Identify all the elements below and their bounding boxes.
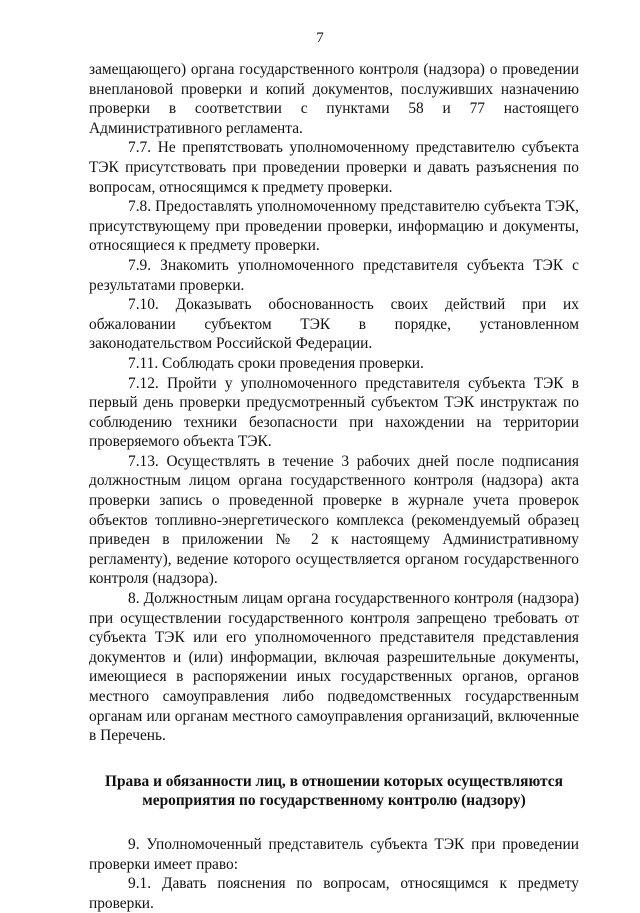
paragraph-continuation: замещающего) органа государственного контроля (надзора) о проведении внеплановой проверки и копий документов, послуживших назначению проверки в соответствии с пунктами 58 и 77 настоящего Административного регламента. xyxy=(89,61,579,137)
paragraph-7-9: 7.9. Знакомить уполномоченного представителя субъекта ТЭК с результатами проверки. xyxy=(89,256,579,294)
section-heading: Права и обязанности лиц, в отношении которых осуществляются мероприятия по государственному контролю (надзору) xyxy=(105,772,563,810)
page-number: 7 xyxy=(316,30,324,46)
document-body xyxy=(89,60,579,913)
paragraph-7-10: 7.10. Доказывать обоснованность своих действий при их обжаловании субъектом ТЭК в порядке, установленном законодательством Российской Федерации. xyxy=(89,296,579,353)
paragraph-7-11: 7.11. Соблюдать сроки проведения проверки. xyxy=(128,354,424,372)
paragraph-9: 9. Уполномоченный представитель субъекта ТЭК при проведении проверки имеет право: xyxy=(89,835,579,873)
paragraph-8: 8. Должностным лицам органа государственного контроля (надзора) при осуществлении государственного контроля запрещено требовать от субъекта ТЭК или его уполномоченного представителя представления документов и (или) информации, включая разрешительные документы, имеющиеся в распоряжении иных государственных органов, органов местного самоуправления либо подведомственных государственным органам или органам местного самоуправления организаций, включенные в Перечень. xyxy=(89,590,579,745)
paragraph-7-7: 7.7. Не препятствовать уполномоченному представителю субъекта ТЭК присутствовать при проведении проверки и давать разъяснения по вопросам, относящимся к предмету проверки. xyxy=(89,139,579,196)
paragraph-9-1: 9.1. Давать пояснения по вопросам, относящимся к предмету проверки. xyxy=(89,875,579,912)
paragraph-7-12: 7.12. Пройти у уполномоченного представителя субъекта ТЭК в первый день проверки предусмотренный субъектом ТЭК инструктаж по соблюдению техники безопасности при нахождении на территории проверяемого объекта ТЭК. xyxy=(89,374,579,451)
paragraph-7-13: 7.13. Осуществлять в течение 3 рабочих дней после подписания должностным лицом органа государственного контроля (надзора) акта проверки запись о проведенной проверке в журнале учета проверок объектов топливно-энергетического комплекса (рекомендуемый образец приведен в приложении № 2 к настоящему Административному регламенту), ведение которого осуществляется органом государственного контроля (надзора). xyxy=(89,452,579,588)
paragraph-7-8: 7.8. Предоставлять уполномоченному представителю субъекта ТЭК, присутствующему при проведении проверки, информацию и документы, относящиеся к предмету проверки. xyxy=(89,198,579,255)
